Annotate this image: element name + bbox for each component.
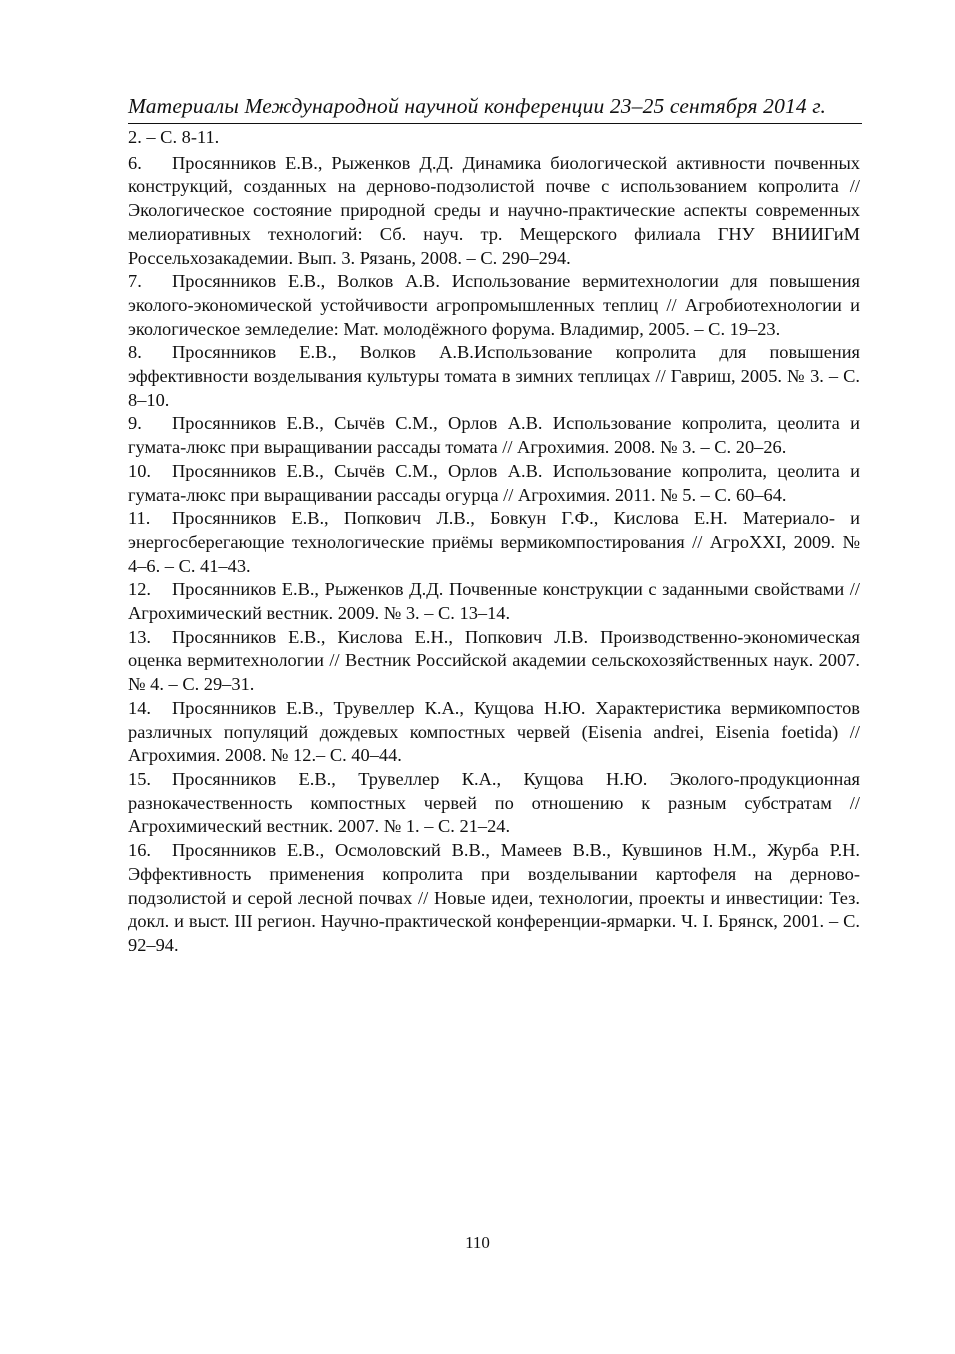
reference-number: 14. (128, 697, 151, 718)
reference-number: 10. (128, 460, 151, 481)
reference-list (128, 126, 860, 958)
reference-number: 13. (128, 626, 151, 647)
reference-number: 8. (128, 342, 142, 363)
reference-number: 15. (128, 768, 151, 789)
reference-item (128, 460, 860, 507)
reference-items (128, 152, 860, 958)
reference-text: Просянников Е.В., Сычёв С.М., Орлов А.В. Использование копролита, цеолита и гумата-люкс при выращивании рассады томата // Агрохимия. 2008. № 3. – С. 20–26. (128, 413, 860, 458)
running-header: Материалы Международной научной конференции 23–25 сентября 2014 г. (128, 94, 827, 118)
page-number: 110 (465, 1233, 490, 1252)
reference-text: Просянников Е.В., Попкович Л.В., Бовкун Г.Ф., Кислова Е.Н. Материало- и энергосберегающие технологические приёмы вермикомпостирования // АгроXXI, 2009. № 4–6. – С. 41–43. (128, 508, 860, 576)
reference-text: Просянников Е.В., Волков А.В. Использование вермитехнологии для повышения эколого-экономической устойчивости агропромышленных теплиц // Агробиотехнологии и экологическое земледелие: Мат. молодёжного форума. Владимир, 2005. – С. 19–23. (128, 271, 860, 339)
reference-item (128, 697, 860, 768)
header-rule (128, 123, 862, 124)
reference-item (128, 626, 860, 697)
reference-item (128, 152, 860, 271)
reference-item (128, 341, 860, 412)
reference-text: Просянников Е.В., Трувеллер К.А., Кущова Н.Ю. Характеристика вермикомпостов различных популяций дождевых компостных червей (Eisenia andrei, Eisenia foetida) // Агрохимия. 2008. № 12.– С. 40–44. (128, 697, 860, 766)
reference-item (128, 270, 860, 341)
reference-number: 6. (128, 152, 142, 173)
reference-number: 16. (128, 840, 151, 861)
reference-text: Просянников Е.В., Рыженков Д.Д. Динамика биологической активности почвенных конструкций, созданных на дерново-подзолистой почве с использованием копролита // Экологическое состояние природной среды и научно-практические аспекты современных мелиоративных технологий: Сб. науч. тр. Мещерского филиала ГНУ ВНИИГиМ Россельхозакадемии. Вып. 3. Рязань, 2008. – С. 290–294. (128, 152, 860, 268)
reference-number: 9. (128, 413, 142, 434)
reference-item (128, 768, 860, 839)
reference-text: Просянников Е.В., Рыженков Д.Д. Почвенные конструкции с заданными свойствами //Агрохимический вестник. 2009. № 3. – С. 13–14. (128, 579, 860, 624)
reference-item (128, 412, 860, 459)
reference-text: Просянников Е.В., Кислова Е.Н., Попкович Л.В. Производственно-экономическая оценка вермитехнологии // Вестник Российской академии сельскохозяйственных наук. 2007. № 4. – С. 29–31. (128, 626, 860, 695)
reference-item (128, 839, 860, 958)
reference-number: 7. (128, 271, 142, 292)
reference-item (128, 578, 860, 625)
reference-item (128, 507, 860, 578)
reference-continuation: 2. – С. 8-11. (128, 127, 220, 147)
reference-text: Просянников Е.В., Сычёв С.М., Орлов А.В. Использование копролита, цеолита и гумата-люкс при выращивании рассады огурца // Агрохимия. 2011. № 5. – С. 60–64. (128, 460, 860, 505)
reference-number: 11. (128, 508, 151, 529)
reference-text: Просянников Е.В., Трувеллер К.А., Кущова Н.Ю. Эколого-продукционная разнокачественность компостных червей по отношению к разным субстратам // Агрохимический вестник. 2007. № 1. – С. 21–24. (128, 768, 860, 837)
reference-number: 12. (128, 579, 151, 600)
reference-text: Просянников Е.В., Волков А.В.Использование копролита для повышения эффективности возделывания культуры томата в зимних теплицах // Гавриш, 2005. № 3. – С. 8–10. (128, 342, 860, 410)
reference-text: Просянников Е.В., Осмоловский В.В., Мамеев В.В., Кувшинов Н.М., Журба Р.Н. Эффективность применения копролита при возделывании картофеля на дерново-подзолистой и серой лесной почвах // Новые идеи, технологии, проекты и инвестиции: Тез. докл. и выст. III регион. Научно-практической конференции-ярмарки. Ч. I. Брянск, 2001. – С. 92–94. (128, 840, 860, 955)
